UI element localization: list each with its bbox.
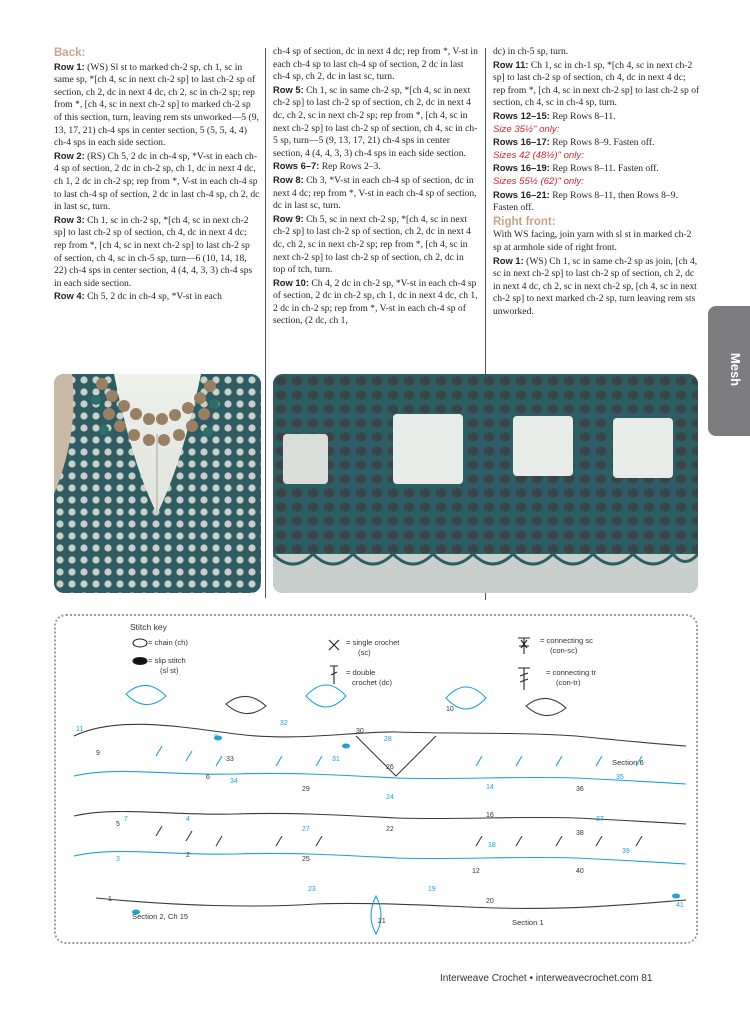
diagram-row-number: 12: [472, 868, 480, 875]
key-connecting-sc-label: = connecting sc: [540, 636, 593, 645]
row5-instruction: Row 5: Ch 1, sc in same ch-2 sp, *[ch 4, sc in next ch-2 sp] to last ch-2 sp of section, ch 2, dc in next 4 dc, ch 2, sc in next ch-2 sp; rep from *, [ch 4, sc in next ch-2 sp] to last ch-2 sp of section, ch 4, sc in ch-5 sp, turn—5 (9, 13, 17, 21) ch-4 sps in center section, 4 (4, 4, 3, 3) ch-4 sps in each side section.: [273, 83, 478, 159]
row11-instruction: Row 11: Ch 1, sc in ch-1 sp, *[ch 4, sc in next ch-2 sp] to last ch-2 sp of section, ch 4, dc in next 4 dc; rep from *, [ch 4, sc in next ch-2 sp] to last ch-2 sp of section, ch 4, sc in ch-4 sp, turn.: [493, 58, 700, 109]
diagram-row-number: 5: [116, 821, 120, 828]
diagram-row-number: 3: [116, 856, 120, 863]
column-divider: [265, 48, 266, 598]
right-front-intro: With WS facing, join yarn with sl st in marked ch-2 sp at armhole side of right front.: [493, 229, 692, 253]
slip-stitch-symbol: [133, 658, 147, 665]
diagram-row-number: 28: [384, 736, 392, 743]
photo-lace-detail: [273, 374, 698, 593]
diagram-row-number: 4: [186, 816, 190, 823]
row9-instruction: Row 9: Ch 5, sc in next ch-2 sp, *[ch 4, sc in next ch-2 sp] to last ch-2 sp of section, ch 2, dc in next 4 dc, ch 2, sc in next ch-2 sp; rep from *, [ch 4, sc in next ch-2 sp] to last ch-2 sp of section, ch 2, dc in top of tch, turn.: [273, 212, 471, 276]
diagram-row-number: 37: [596, 816, 604, 823]
diagram-row-number: 21: [378, 918, 386, 925]
diagram-row-number: 11: [76, 726, 84, 733]
diagram-row-number: 20: [486, 898, 494, 905]
diagram-row-number: 7: [124, 816, 128, 823]
diagram-row-number: 18: [488, 842, 496, 849]
row10-instruction: Row 10: Ch 4, 2 dc in ch-2 sp, *V-st in each ch-4 sp of section, 2 dc in ch-2 sp, ch 1, dc in next 4 dc, ch 1, 2 dc in ch-2 sp; rep from *, V-st in each ch-4 sp of section, (2 dc, ch 1,: [273, 276, 478, 327]
row1-instruction: Row 1: (WS) Sl st to marked ch-2 sp, ch 1, sc in same sp, *[ch 4, sc in next ch-2 sp] to last ch-2 sp of section, ch 2, dc in next 4 dc, ch 2, sc in ch-2 sp; rep from *, [ch 4, sc in next ch-2 sp] to marked ch-2 sp of this section, turn, leaving rem sts unworked—5 (9, 13, 17, 21) ch-4 sps in center section, 5 (5, 5, 4, 4) ch-4 sps in each side section.: [54, 60, 259, 149]
size-note: Size 35½" only:: [493, 123, 560, 135]
diagram-row-number: 26: [386, 764, 394, 771]
key-single-crochet-abbr: (sc): [358, 648, 371, 657]
key-double-crochet-abbr: crochet (dc): [352, 678, 393, 687]
text-column-3: [493, 46, 700, 318]
diagram-row-number: 36: [576, 786, 584, 793]
right-front-heading: Right front:: [493, 215, 556, 228]
diagram-row-number: 25: [302, 856, 310, 863]
double-crochet-symbol: [330, 666, 338, 684]
key-connecting-tr-label: = connecting tr: [546, 668, 597, 677]
diagram-row-number: 29: [302, 786, 310, 793]
size-note: Sizes 42 (48½)" only:: [493, 149, 584, 161]
chain-symbol: [133, 639, 147, 647]
diagram-row-number: 39: [622, 848, 630, 855]
key-slip-stitch-abbr: (sl st): [160, 666, 179, 675]
diagram-row-number: 19: [428, 886, 436, 893]
row10-continued: dc) in ch-5 sp, turn.: [493, 46, 569, 57]
diagram-row-number: 41: [676, 902, 684, 909]
rows16-21-instruction: Rows 16–21: Rep Rows 8–11, then Rows 8–9. Fasten off.: [493, 188, 678, 214]
row2-instruction: Row 2: (RS) Ch 5, 2 dc in ch-4 sp, *V-st in each ch-4 sp of section, 2 dc in ch-2 sp, ch 1, dc in next 4 dc, ch 1, 2 dc in ch-2 sp; rep from *, V-st in each ch-4 sp to last ch-4 sp of section, 2 dc in last ch-4 sp, ch 2, dc in last sc, turn.: [54, 149, 260, 213]
row4-continued: ch-4 sp of section, dc in next 4 dc; rep from *, V-st in each ch-4 sp to last ch-4 sp of section, 2 dc in last ch-4 sp, ch 2, dc in last sc, turn.: [273, 46, 478, 83]
row8-instruction: Row 8: Ch 3, *V-st in each ch-4 sp of section, dc in next 4 dc; rep from *, V-st in each ch-4 sp of section, dc in last sc, turn.: [273, 173, 477, 212]
diagram-row-number: 22: [386, 826, 394, 833]
diagram-row-number: 35: [616, 774, 624, 781]
section1-label: Section 1: [512, 918, 544, 927]
stitch-key-symbols: [133, 638, 530, 690]
section-tab: [708, 306, 750, 436]
key-slip-stitch-label: = slip stitch: [148, 656, 186, 665]
diagram-row-number: 8: [214, 734, 218, 741]
size-note: Sizes 55½ (62)" only:: [493, 175, 584, 187]
diagram-row-number: 2: [186, 852, 190, 859]
key-connecting-sc-abbr: (con-sc): [550, 646, 578, 655]
diagram-row-number: 24: [386, 794, 394, 801]
diagram-row-number: 30: [356, 728, 364, 735]
diagram-row-number: 9: [96, 750, 100, 757]
text-column-1: [54, 46, 260, 304]
connecting-tr-symbol: [518, 668, 530, 690]
diagram-row-number: 23: [308, 886, 316, 893]
diagram-row-number: 6: [206, 774, 210, 781]
row4-instruction: Row 4: Ch 5, 2 dc in ch-4 sp, *V-st in each: [54, 290, 222, 303]
rows12-15-instruction: Rows 12–15: Rep Rows 8–11.: [493, 109, 616, 122]
diagram-row-number: 32: [280, 720, 288, 727]
diagram-chart: [74, 685, 686, 934]
rows6-7-instruction: Rows 6–7: Rep Rows 2–3.: [273, 160, 381, 173]
right-front-row1-instruction: Row 1: (WS) Ch 1, sc in same ch-2 sp as join, [ch 4, sc in next ch-2 sp] to last ch-2 sp of section, ch 2, dc in next 4 dc, ch 2, sc in next ch-2 sp, [ch 4, sc in next ch-2 sp] to next marked ch-2 sp, turn leaving rem sts unworked.: [493, 254, 698, 317]
rows16-17-instruction: Rows 16–17: Rep Rows 8–9. Fasten off.: [493, 136, 655, 149]
diagram-row-number: 34: [230, 778, 238, 785]
key-connecting-tr-abbr: (con-tr): [556, 678, 581, 687]
diagram-row-number: 1: [108, 896, 112, 903]
diagram-row-number: 33: [226, 756, 234, 763]
key-double-crochet-label: = double: [346, 668, 376, 677]
key-chain-label: = chain (ch): [148, 638, 188, 647]
row3-instruction: Row 3: Ch 1, sc in ch-2 sp, *[ch 4, sc in next ch-2 sp] to last ch-2 sp of section, ch 4, dc in next 4 dc; rep from *, [ch 4, sc in next ch-2 sp] to last ch-2 sp of section, ch 4, sc in ch-5 sp, turn—6 (10, 14, 18, 22) ch-4 sps in center section, 4 (4, 4, 3, 3) ch-4 sps in each side section.: [54, 213, 253, 289]
section-tab-label: Mesh: [728, 352, 744, 387]
diagram-row-number: 10: [446, 706, 454, 713]
back-heading: Back:: [54, 47, 86, 59]
diagram-row-number: 40: [576, 868, 584, 875]
diagram-row-number: 14: [486, 784, 494, 791]
diagram-row-number: 31: [332, 756, 340, 763]
photo-necklace-neckline: [54, 374, 261, 593]
single-crochet-symbol: [329, 640, 339, 650]
section2-label: Section 2, Ch 15: [132, 912, 189, 921]
connecting-sc-symbol: [518, 638, 530, 654]
stitch-key-title: Stitch key: [130, 622, 167, 632]
key-single-crochet-label: = single crochet: [346, 638, 400, 647]
section6-label: Section 6: [612, 758, 644, 767]
text-column-2: [273, 46, 478, 328]
diagram-row-number: 27: [302, 826, 310, 833]
diagram-row-number: 38: [576, 830, 584, 837]
stitch-diagram: [54, 614, 698, 944]
rows16-19-instruction: Rows 16–19: Rep Rows 8–11. Fasten off.: [493, 162, 659, 175]
page-footer: Interweave Crochet • interweavecrochet.com 81: [440, 973, 653, 984]
diagram-row-number: 16: [486, 812, 494, 819]
